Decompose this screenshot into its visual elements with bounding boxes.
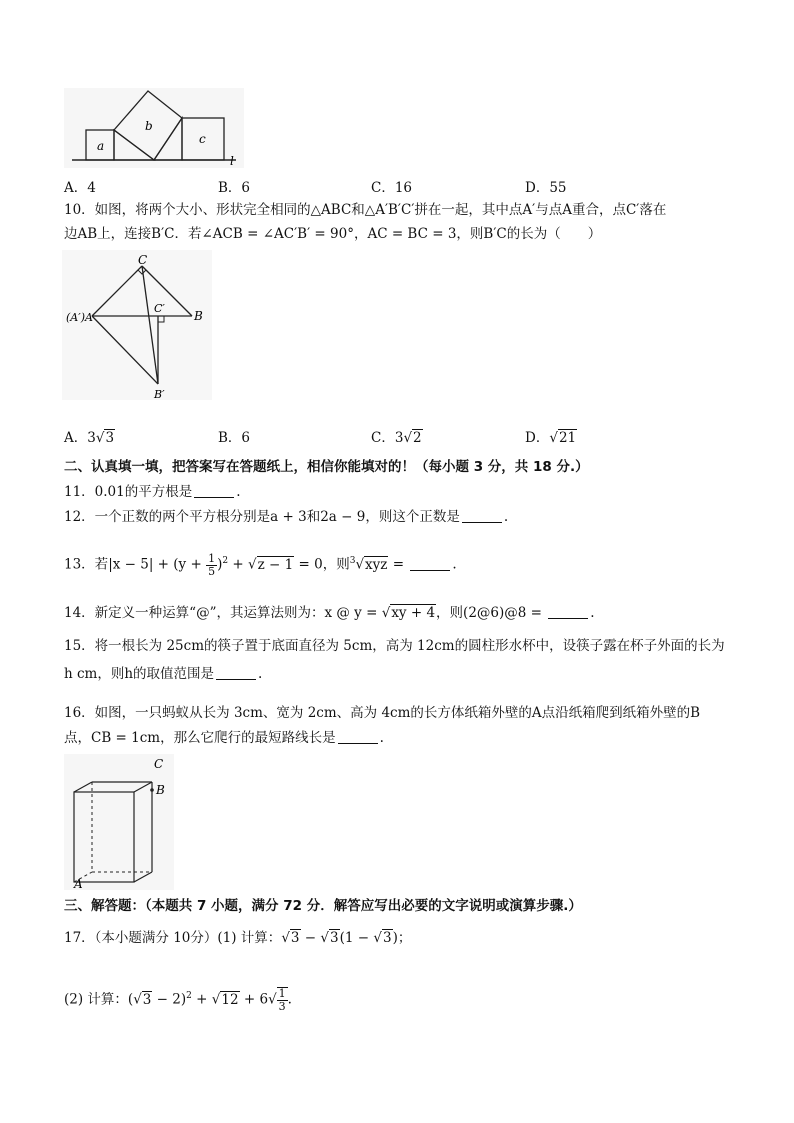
q9-option-c: C．16 — [371, 180, 413, 196]
figure-q16 — [64, 754, 174, 890]
q10-line2: 边AB上，连接B′C．若∠ACB = ∠AC′B′ = 90°，AC = BC = 3，则B′C的长为（ ） — [64, 226, 602, 242]
answer-blank[interactable] — [410, 556, 450, 571]
label-b: B — [194, 309, 203, 323]
answer-blank[interactable] — [194, 483, 234, 498]
q11: 11．0.01的平方根是 . — [64, 484, 241, 500]
label-c-prime: C′ — [154, 302, 165, 315]
label-b-prime: B′ — [154, 388, 165, 400]
q9-option-a: A．4 — [64, 180, 96, 196]
q16-line1: 16．如图，一只蚂蚁从长为 3cm、宽为 2cm、高为 4cm的长方体纸箱外壁的A点沿纸箱爬到纸箱外壁的B — [64, 705, 701, 721]
answer-blank[interactable] — [338, 729, 378, 744]
answer-blank[interactable] — [216, 665, 256, 680]
q17-part1: 17．（本小题满分 10分）(1) 计算：√3 − √3(1 − √3)； — [64, 930, 412, 946]
q15-line2: h cm，则h的取值范围是 . — [64, 666, 263, 682]
q17-part2: (2) 计算：$(√3 - 2)^2 + √12 + 6√$ $\frac{1}{3}$ . — [64, 987, 292, 1013]
q13: 13．若|x − 5| + (y + $\frac{1}{5}$ )$^2$ + √z − 1 = 0，则$^3$√xyz = . — [64, 551, 457, 578]
q10-option-c: C．3√2 — [371, 430, 422, 446]
label-a: A — [74, 877, 83, 890]
q16-line2: 点，CB = 1cm，那么它爬行的最短路线长是 . — [64, 730, 384, 746]
q10-option-a: A．3√3 — [64, 430, 115, 446]
q9-option-d: D．55 — [525, 180, 567, 196]
answer-blank[interactable] — [548, 604, 588, 619]
figure-q9 — [64, 88, 244, 168]
label-c: C — [154, 757, 164, 771]
q10-line1: 10．如图，将两个大小、形状完全相同的△ABC和△A′B′C′拼在一起，其中点A′与点A重合，点C′落在 — [64, 202, 667, 218]
label-b: B — [156, 783, 165, 797]
q10-option-b: B．6 — [218, 430, 251, 446]
section2-heading: 二、认真填一填，把答案写在答题纸上，相信你能填对的！（每小题 3 分，共 18 分.） — [64, 459, 589, 475]
q12: 12．一个正数的两个平方根分别是a + 3和2a − 9，则这个正数是 . — [64, 509, 509, 525]
label-l: l — [230, 154, 234, 168]
q9-option-b: B．6 — [218, 180, 251, 196]
q15-line1: 15．将一根长为 25cm的筷子置于底面直径为 5cm，高为 12cm的圆柱形水杯中，设筷子露在杯子外面的长为 — [64, 638, 725, 654]
section3-heading: 三、解答题：（本题共 7 小题，满分 72 分．解答应写出必要的文字说明或演算步骤.） — [64, 898, 582, 914]
q10-option-d: D．√21 — [525, 430, 577, 446]
label-c: C — [138, 253, 148, 267]
answer-blank[interactable] — [462, 508, 502, 523]
label-a: (A′)A — [66, 311, 93, 324]
label-b: b — [145, 119, 153, 133]
label-a: a — [97, 139, 105, 153]
label-c: c — [199, 132, 206, 146]
q14: 14．新定义一种运算“@”，其运算法则为：x @ y = √xy + 4，则(2@6)@8 = . — [64, 605, 595, 621]
figure-q10 — [62, 250, 212, 400]
